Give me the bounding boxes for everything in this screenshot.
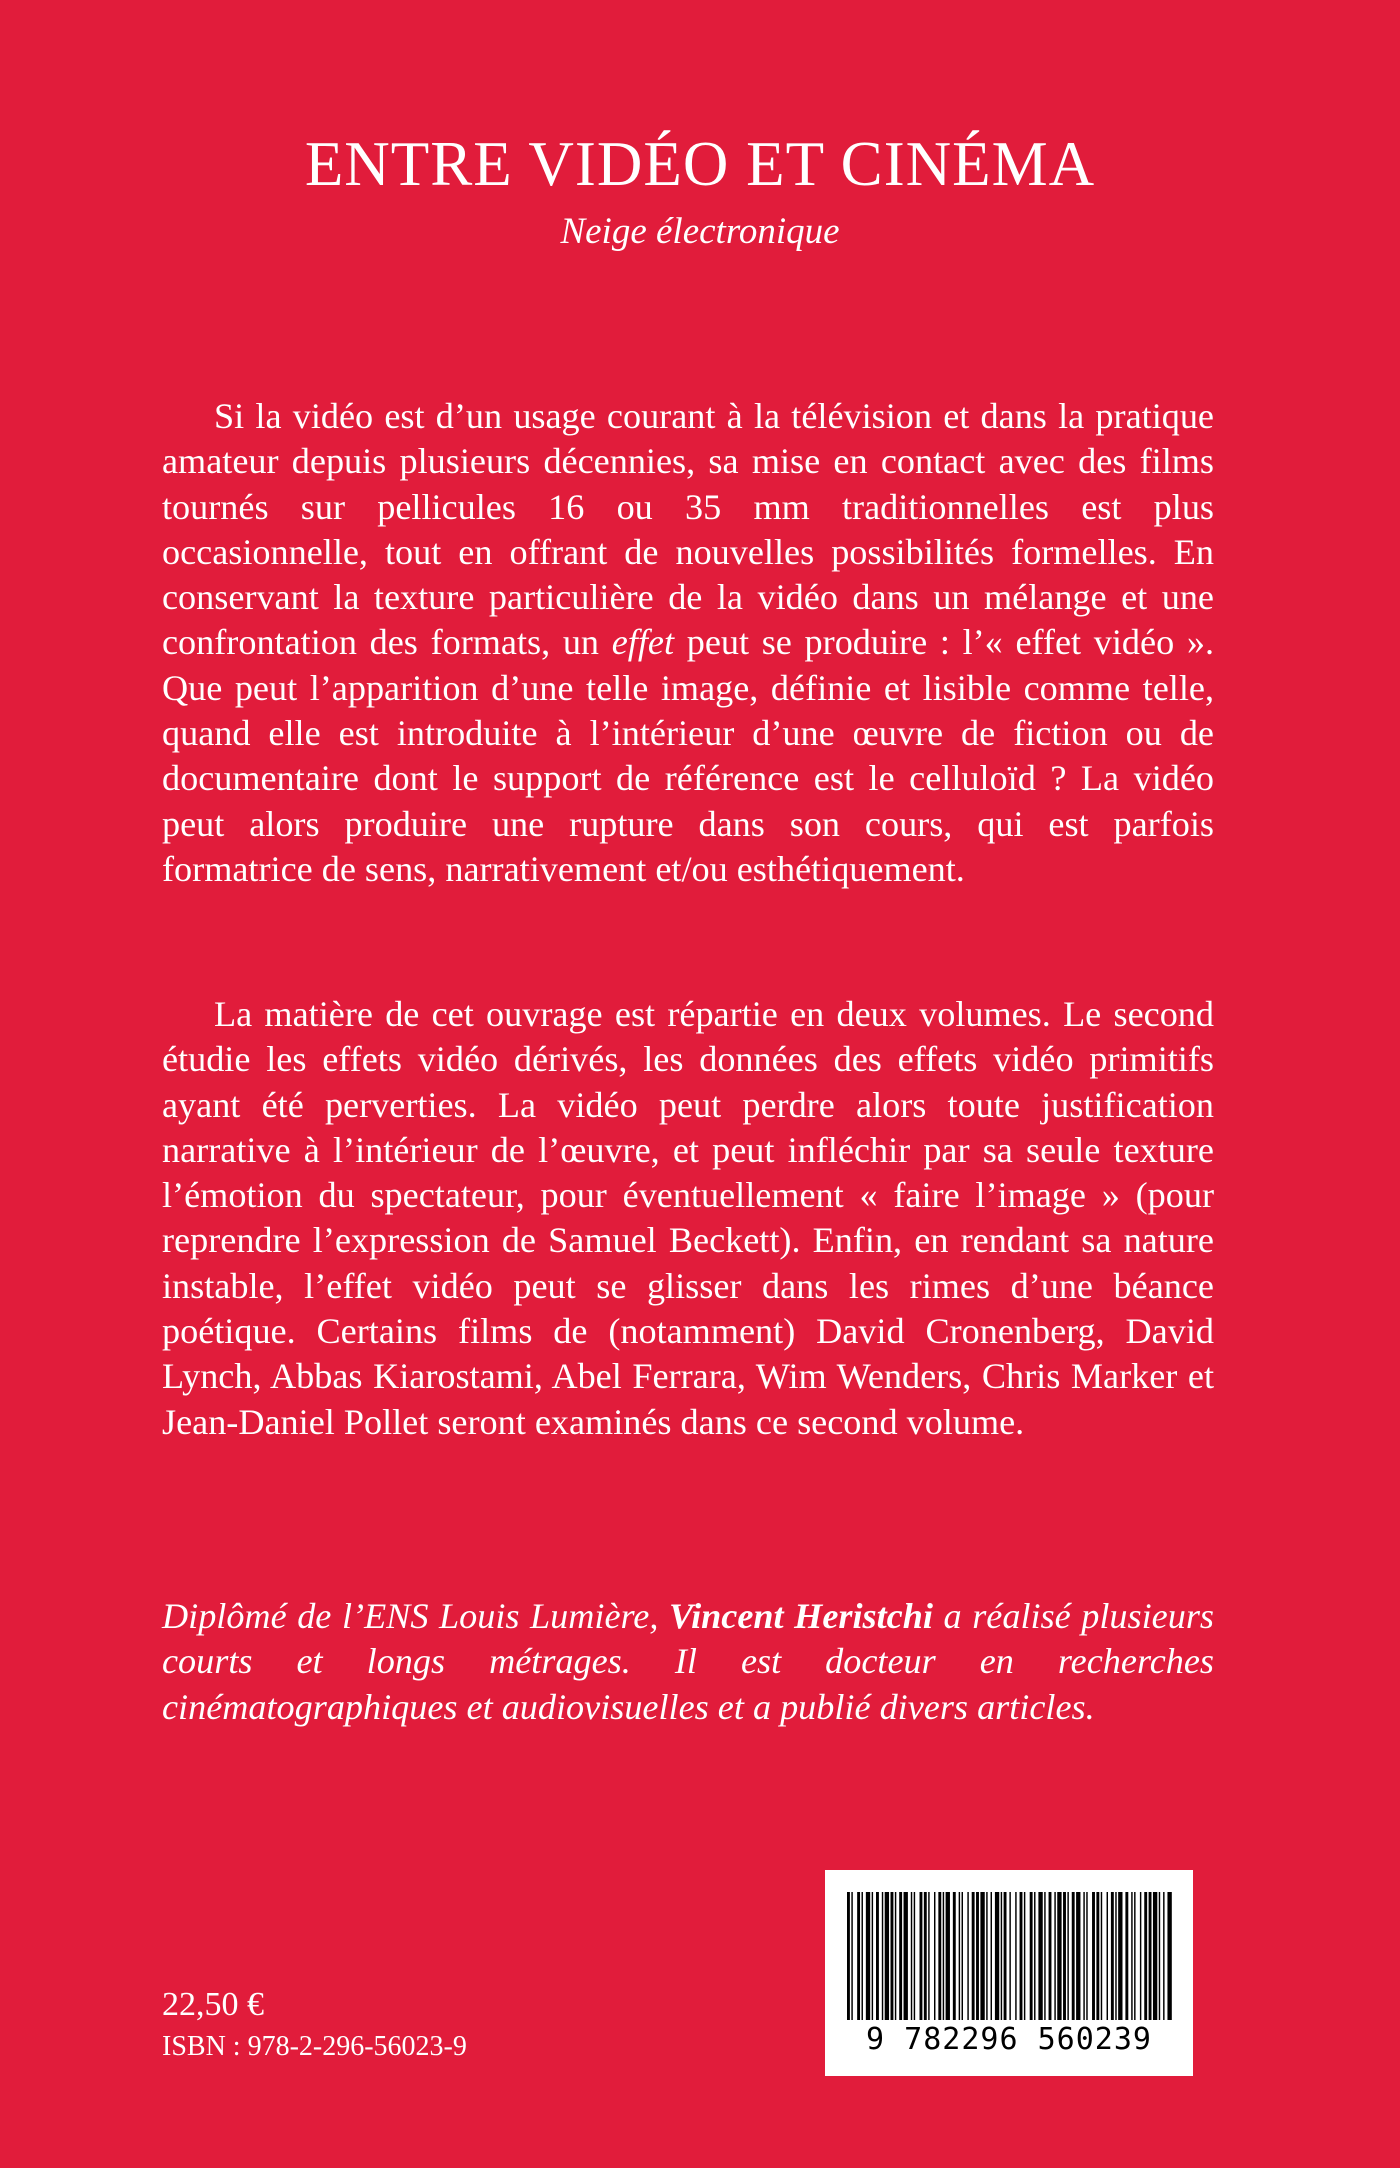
- bio-text-part: a réalisé plusieurs courts et longs métrages. Il est docteur en recherches cinématographiques et audiovisuelles et a publié divers articles.: [162, 1596, 1214, 1727]
- barcode-bar: [924, 1892, 927, 2020]
- barcode-bar: [946, 1892, 950, 2020]
- barcode-bar: [1083, 1892, 1084, 2020]
- barcode-bar: [1134, 1892, 1135, 2020]
- barcode-bar: [1092, 1892, 1095, 2020]
- barcode-bar: [1038, 1892, 1042, 2020]
- barcode-bar: [1049, 1892, 1052, 2020]
- barcode-bar: [1163, 1892, 1164, 2020]
- barcode-bar: [914, 1892, 915, 2020]
- barcode-bar: [1111, 1892, 1114, 2020]
- blurb-text-part: peut se produire : l’« effet vidéo ». Que peut l’apparition d’une telle image, définie et lisible comme telle, quand elle est introduite à l’intérieur d’une œuvre de fiction ou de documentaire dont le support de référence est le celluloïd ? La vidéo peut alors produire une rupture dans son cours, qui est parfois formatrice de sens, narrativement et/ou esthétiquement.: [162, 622, 1214, 889]
- price: 22,50 €: [162, 1986, 264, 2023]
- barcode-bar: [895, 1892, 896, 2020]
- barcode-bar: [991, 1892, 992, 2020]
- barcode-bar: [953, 1892, 956, 2020]
- barcode-bar: [872, 1892, 873, 2020]
- barcode-bar: [1072, 1892, 1075, 2020]
- barcode-digits: 9 782296 560239: [866, 2022, 1152, 2057]
- barcode-bar: [1107, 1892, 1108, 2020]
- barcode-bar: [885, 1892, 889, 2020]
- barcode-bar: [1167, 1892, 1171, 2020]
- barcode-bar: [1015, 1892, 1016, 2020]
- barcode-bar: [862, 1892, 863, 2020]
- barcode-bar: [1020, 1892, 1023, 2020]
- barcode-bar: [857, 1892, 860, 2020]
- barcode-bar: [851, 1892, 852, 2020]
- barcode-bar: [1118, 1892, 1122, 2020]
- barcode-bar: [904, 1892, 908, 2020]
- barcode-bar: [1004, 1892, 1007, 2020]
- barcode-bar: [1140, 1892, 1141, 2020]
- barcode-bar: [1131, 1892, 1132, 2020]
- barcode-bar: [976, 1892, 979, 2020]
- barcode-bar: [1101, 1892, 1102, 2020]
- barcode-bar: [1030, 1892, 1033, 2020]
- barcode-bar: [876, 1892, 879, 2020]
- barcode-bar: [1057, 1892, 1061, 2020]
- barcode-bar: [1034, 1892, 1035, 2020]
- barcode-bar: [1044, 1892, 1045, 2020]
- barcode-bar: [1076, 1892, 1080, 2020]
- barcode-bar: [847, 1892, 850, 2020]
- barcode-bar: [1009, 1892, 1010, 2020]
- barcode-bar: [995, 1892, 999, 2020]
- barcode-bar: [1054, 1892, 1055, 2020]
- barcode-bar: [1159, 1892, 1160, 2020]
- author-name: Vincent Heristchi: [668, 1596, 933, 1636]
- barcode-bar: [972, 1892, 975, 2020]
- barcode-bar: [980, 1892, 984, 2020]
- barcode-bar: [899, 1892, 902, 2020]
- barcode-bar: [1125, 1892, 1128, 2020]
- barcode-bar: [1001, 1892, 1002, 2020]
- barcode-bar: [1096, 1892, 1099, 2020]
- barcode-bar: [986, 1892, 987, 2020]
- barcode-bar: [928, 1892, 929, 2020]
- barcode-bar: [1149, 1892, 1152, 2020]
- book-title: ENTRE VIDÉO ET CINÉMA: [304, 129, 1096, 199]
- barcode-bar: [962, 1892, 963, 2020]
- barcode-bar: [1067, 1892, 1068, 2020]
- barcode-bar: [866, 1892, 870, 2020]
- barcode-bars: [843, 1892, 1175, 2020]
- barcode-bar: [1115, 1892, 1116, 2020]
- barcode-bar: [920, 1892, 923, 2020]
- blurb-text-part: Si la vidéo est d’un usage courant à la télévision et dans la pratique amateur depuis plusieurs décennies, sa mise en contact avec des films tournés sur pellicules 16 ou 35 mm traditionnelles est plus occasionnelle, tout en offrant de nouvelles possibilités formelles. En conservant la texture particulière de la vidéo dans un mélange et une confrontation des formats, un: [162, 396, 1214, 663]
- barcode: [825, 1870, 1193, 2076]
- blurb-paragraph-1: [162, 394, 1214, 892]
- barcode-bar: [1063, 1892, 1066, 2020]
- barcode-bar: [943, 1892, 944, 2020]
- barcode-bar: [1086, 1892, 1087, 2020]
- barcode-bar: [959, 1892, 960, 2020]
- blurb-paragraph-2: [162, 992, 1214, 1445]
- book-subtitle: Neige électronique: [560, 211, 840, 252]
- barcode-bar: [891, 1892, 894, 2020]
- barcode-bar: [934, 1892, 935, 2020]
- barcode-bar: [1024, 1892, 1025, 2020]
- emphasis-effet: effet: [611, 622, 675, 663]
- blurb-text: La matière de cet ouvrage est répartie en deux volumes. Le second étudie les effets vidéo dérivés, les données des effets vidéo primitifs ayant été perverties. La vidéo peut perdre alors toute justification narrative à l’intérieur de l’œuvre, et peut infléchir par sa seule texture l’émotion du spectateur, pour éventuellement « faire l’image » (pour reprendre l’expression de Samuel Beckett). Enfin, en rendant sa nature instable, l’effet vidéo peut se glisser dans les rimes d’une béance poétique. Certains films de (notamment) David Cronenberg, David Lynch, Abbas Kiarostami, Abel Ferrara, Wim Wenders, Chris Marker et Jean-Daniel Pollet seront examinés dans ce second volume.: [162, 994, 1214, 1442]
- barcode-bar: [1153, 1892, 1157, 2020]
- isbn: ISBN : 978-2-296-56023-9: [162, 2031, 467, 2062]
- barcode-bar: [1144, 1892, 1147, 2020]
- barcode-bar: [938, 1892, 941, 2020]
- bio-text-part: Diplômé de l’ENS Louis Lumière,: [162, 1596, 669, 1636]
- barcode-bar: [882, 1892, 883, 2020]
- author-bio: [162, 1594, 1214, 1730]
- barcode-bar: [967, 1892, 968, 2020]
- barcode-bar: [911, 1892, 912, 2020]
